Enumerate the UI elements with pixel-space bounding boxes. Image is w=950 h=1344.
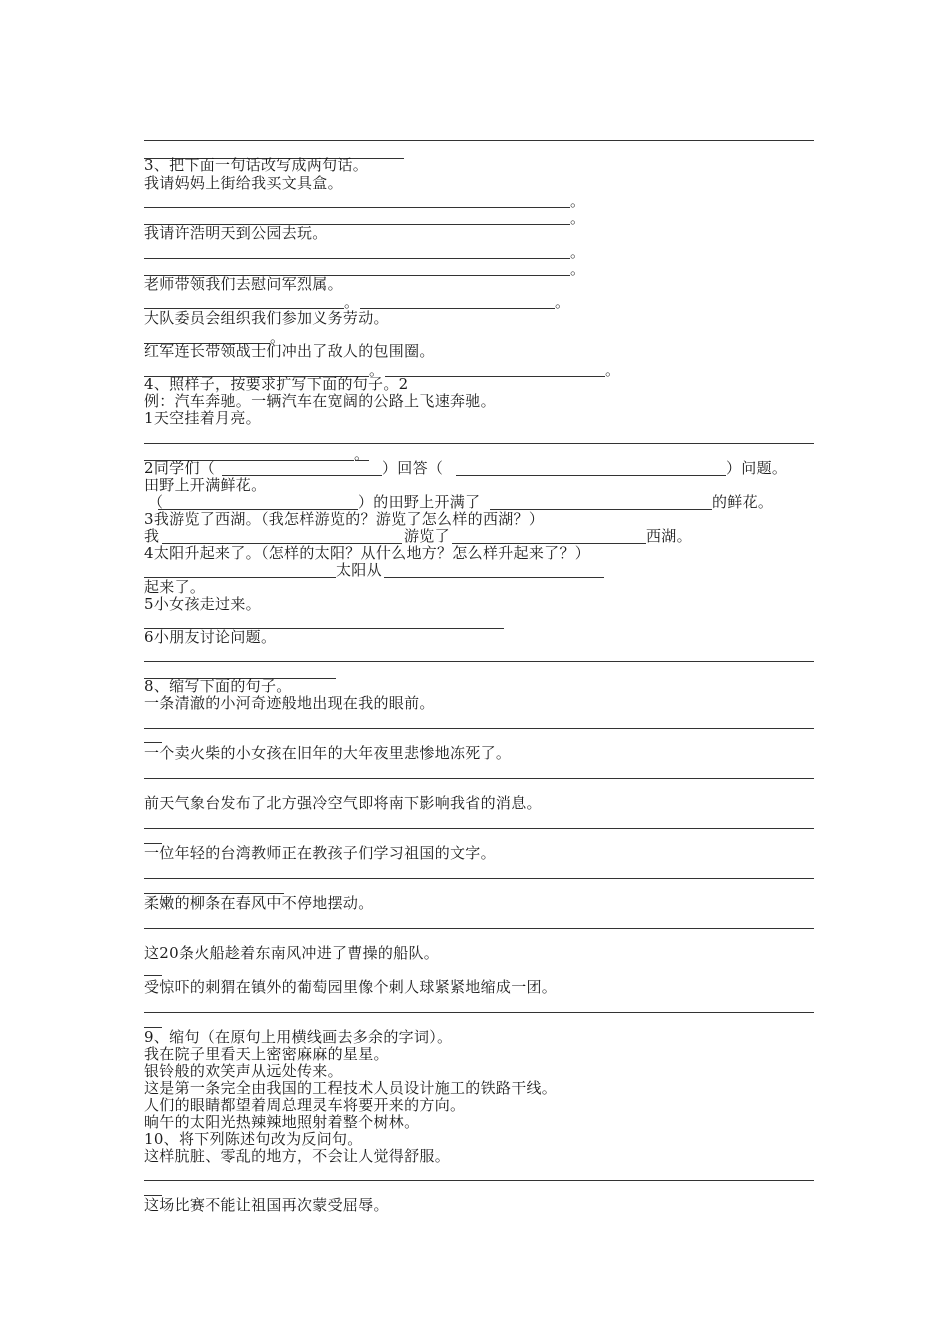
sentence-text: 这20条火船趁着东南风冲进了曹操的船队。 xyxy=(144,944,440,962)
period-mark: 。 xyxy=(570,209,586,227)
sentence-text: 前天气象台发布了北方强冷空气即将南下影响我省的消息。 xyxy=(144,794,542,812)
sentence-text: 我请许浩明天到公园去玩。 xyxy=(144,224,328,242)
section-4-heading: 4、照样子，按要求扩写下面的句子。2 xyxy=(144,375,409,393)
sentence-text: 西湖。 xyxy=(646,527,692,545)
answer-line xyxy=(144,728,814,729)
answer-line xyxy=(144,778,814,779)
sentence-text: 5小女孩走过来。 xyxy=(144,595,261,613)
sentence-text: 的鲜花。 xyxy=(712,493,774,511)
answer-line xyxy=(144,975,162,976)
sentence-text: 晌午的太阳光热辣辣地照射着整个树林。 xyxy=(144,1113,420,1131)
sentence-text: 一条清澈的小河奇迹般地出现在我的眼前。 xyxy=(144,694,435,712)
sentence-text: ）问题。 xyxy=(726,459,788,477)
answer-line xyxy=(144,443,814,444)
sentence-text: 老师带领我们去慰问军烈属。 xyxy=(144,275,343,293)
sentence-text: 起来了。 xyxy=(144,578,206,596)
answer-line xyxy=(385,376,605,377)
period-mark: 。 xyxy=(555,293,571,311)
sentence-text: 柔嫩的柳条在春风中不停地摆动。 xyxy=(144,894,374,912)
answer-line xyxy=(144,828,814,829)
sentence-text: 人们的眼睛都望着周总理灵车将要开来的方向。 xyxy=(144,1096,466,1114)
sentence-text: 4太阳升起来了。（怎样的太阳？从什么地方？怎么样升起来了？） xyxy=(144,544,591,562)
sentence-text: 1天空挂着月亮。 xyxy=(144,409,261,427)
sentence-text: 大队委员会组织我们参加义务劳动。 xyxy=(144,309,389,327)
answer-line xyxy=(144,661,814,662)
sentence-text: 这样肮脏、零乱的地方，不会让人觉得舒服。 xyxy=(144,1147,451,1165)
answer-line xyxy=(144,207,570,208)
answer-line xyxy=(144,258,570,259)
sentence-text: 受惊吓的刺猬在镇外的葡萄园里像个刺人球紧紧地缩成一团。 xyxy=(144,978,558,996)
section-10-heading: 10、将下列陈述句改为反问句。 xyxy=(144,1130,363,1148)
sentence-text: ）回答（ xyxy=(382,459,444,477)
period-mark: 。 xyxy=(369,361,385,379)
sentence-text: 银铃般的欢笑声从远处传来。 xyxy=(144,1062,343,1080)
answer-line xyxy=(144,140,814,141)
answer-line xyxy=(144,928,814,929)
sentence-text: 我在院子里看天上密密麻麻的星星。 xyxy=(144,1045,389,1063)
answer-line xyxy=(144,1180,814,1181)
sentence-text: 一位年轻的台湾教师正在教孩子们学习祖国的文字。 xyxy=(144,844,496,862)
sentence-text: 红军连长带领战士们冲出了敌人的包围圈。 xyxy=(144,342,435,360)
sentence-text: 太阳从 xyxy=(336,561,382,579)
section-9-heading: 9、缩句（在原句上用横线画去多余的字词）。 xyxy=(144,1028,453,1046)
period-mark: 。 xyxy=(344,293,360,311)
example-text: 例：汽车奔驰。一辆汽车在宽阔的公路上飞速奔驰。 xyxy=(144,392,496,410)
answer-line xyxy=(360,308,555,309)
answer-line xyxy=(144,742,162,743)
period-mark: 。 xyxy=(570,243,586,261)
period-mark: 。 xyxy=(605,361,621,379)
sentence-text: ）的田野上开满了 xyxy=(358,493,481,511)
sentence-text: 6小朋友讨论问题。 xyxy=(144,628,277,646)
period-mark: 。 xyxy=(570,192,586,210)
sentence-text: 3我游览了西湖。（我怎样游览的？游览了怎么样的西湖？） xyxy=(144,510,545,528)
period-mark: 。 xyxy=(570,260,586,278)
answer-line xyxy=(355,460,369,461)
answer-line xyxy=(384,577,604,578)
answer-line xyxy=(456,475,726,476)
answer-line xyxy=(144,1012,814,1013)
sentence-text: 2同学们（ xyxy=(144,459,216,477)
sentence-text: 我 xyxy=(144,527,160,545)
sentence-text: 田野上开满鲜花。 xyxy=(144,476,267,494)
period-mark: 。 xyxy=(270,328,286,346)
sentence-text: 游览了 xyxy=(404,527,450,545)
sentence-text: （ xyxy=(148,493,164,511)
sentence-text: 我请妈妈上街给我买文具盒。 xyxy=(144,174,343,192)
section-8-heading: 8、缩写下面的句子。 xyxy=(144,677,292,695)
sentence-text: 一个卖火柴的小女孩在旧年的大年夜里悲惨地冻死了。 xyxy=(144,744,512,762)
answer-line xyxy=(144,878,814,879)
section-3-heading: 3、把下面一句话改写成两句话。 xyxy=(144,156,369,174)
sentence-text: 这场比赛不能让祖国再次蒙受屈辱。 xyxy=(144,1196,389,1214)
period-mark: 。 xyxy=(354,445,370,463)
sentence-text: 这是第一条完全由我国的工程技术人员设计施工的铁路干线。 xyxy=(144,1079,558,1097)
